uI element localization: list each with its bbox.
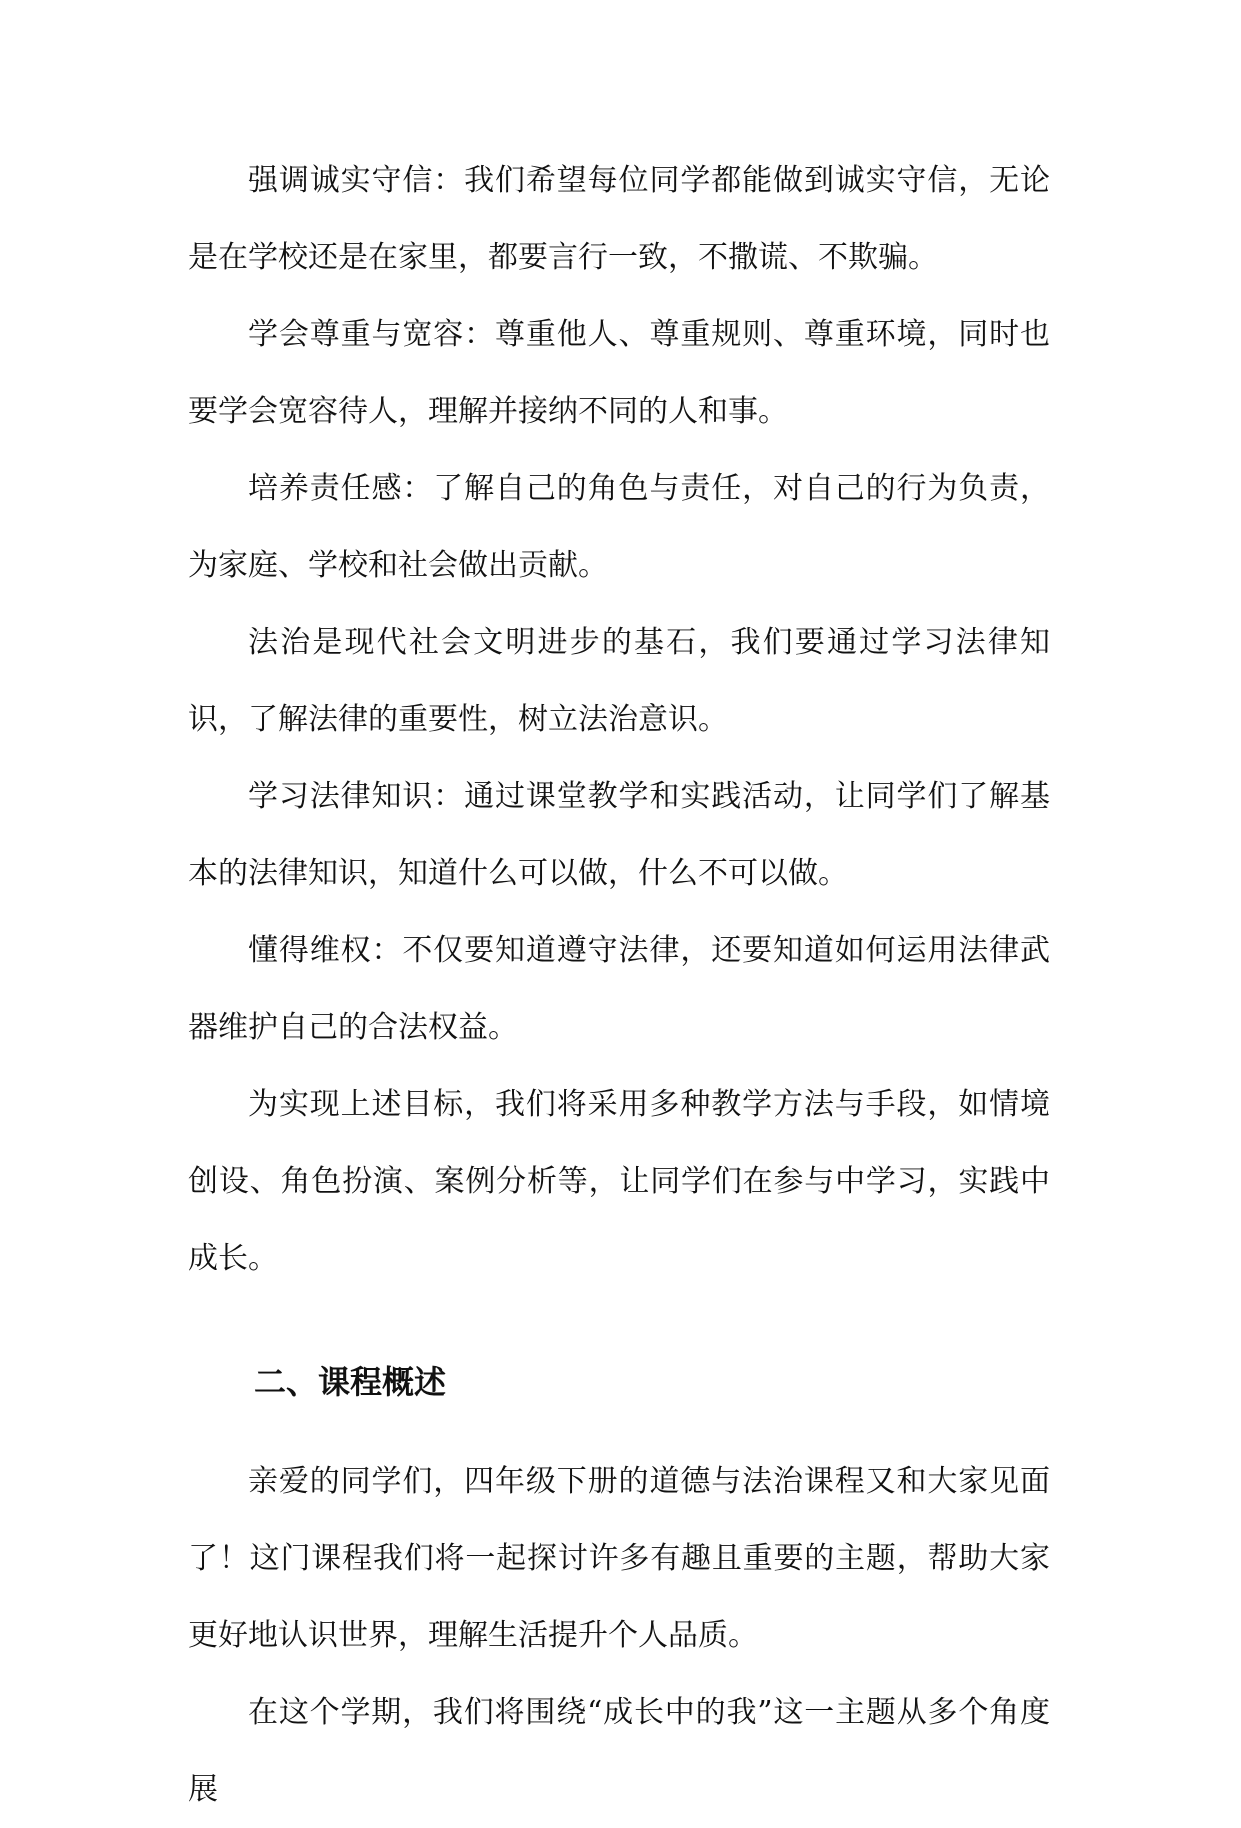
paragraph-responsibility: 培养责任感：了解自己的角色与责任，对自己的行为负责，为家庭、学校和社会做出贡献。 [188, 471, 1050, 583]
paragraph-rule-of-law: 法治是现代社会文明进步的基石，我们要通过学习法律知识，了解法律的重要性，树立法治意识。 [188, 625, 1050, 737]
paragraph-legal-knowledge: 学习法律知识：通过课堂教学和实践活动，让同学们了解基本的法律知识，知道什么可以做，什么不可以做。 [188, 779, 1050, 891]
paragraph-rights-protection: 懂得维权：不仅要知道遵守法律，还要知道如何运用法律武器维护自己的合法权益。 [188, 933, 1050, 1045]
paragraph-teaching-methods: 为实现上述目标，我们将采用多种教学方法与手段，如情境创设、角色扮演、案例分析等，让同学们在参与中学习，实践中成长。 [188, 1087, 1050, 1276]
paragraph-course-intro: 亲爱的同学们，四年级下册的道德与法治课程又和大家见面了！这门课程我们将一起探讨许多有趣且重要的主题，帮助大家更好地认识世界，理解生活提升个人品质。 [188, 1464, 1050, 1653]
document-body [188, 142, 1050, 1828]
paragraph-semester-theme: 在这个学期，我们将围绕“成长中的我”这一主题从多个角度展 [188, 1695, 1050, 1807]
section-heading: 二、课程概述 [254, 1363, 447, 1401]
paragraph-honesty: 强调诚实守信：我们希望每位同学都能做到诚实守信，无论是在学校还是在家里，都要言行一致，不撒谎、不欺骗。 [188, 163, 1050, 275]
paragraph-respect-tolerance: 学会尊重与宽容：尊重他人、尊重规则、尊重环境，同时也要学会宽容待人，理解并接纳不同的人和事。 [188, 317, 1050, 429]
